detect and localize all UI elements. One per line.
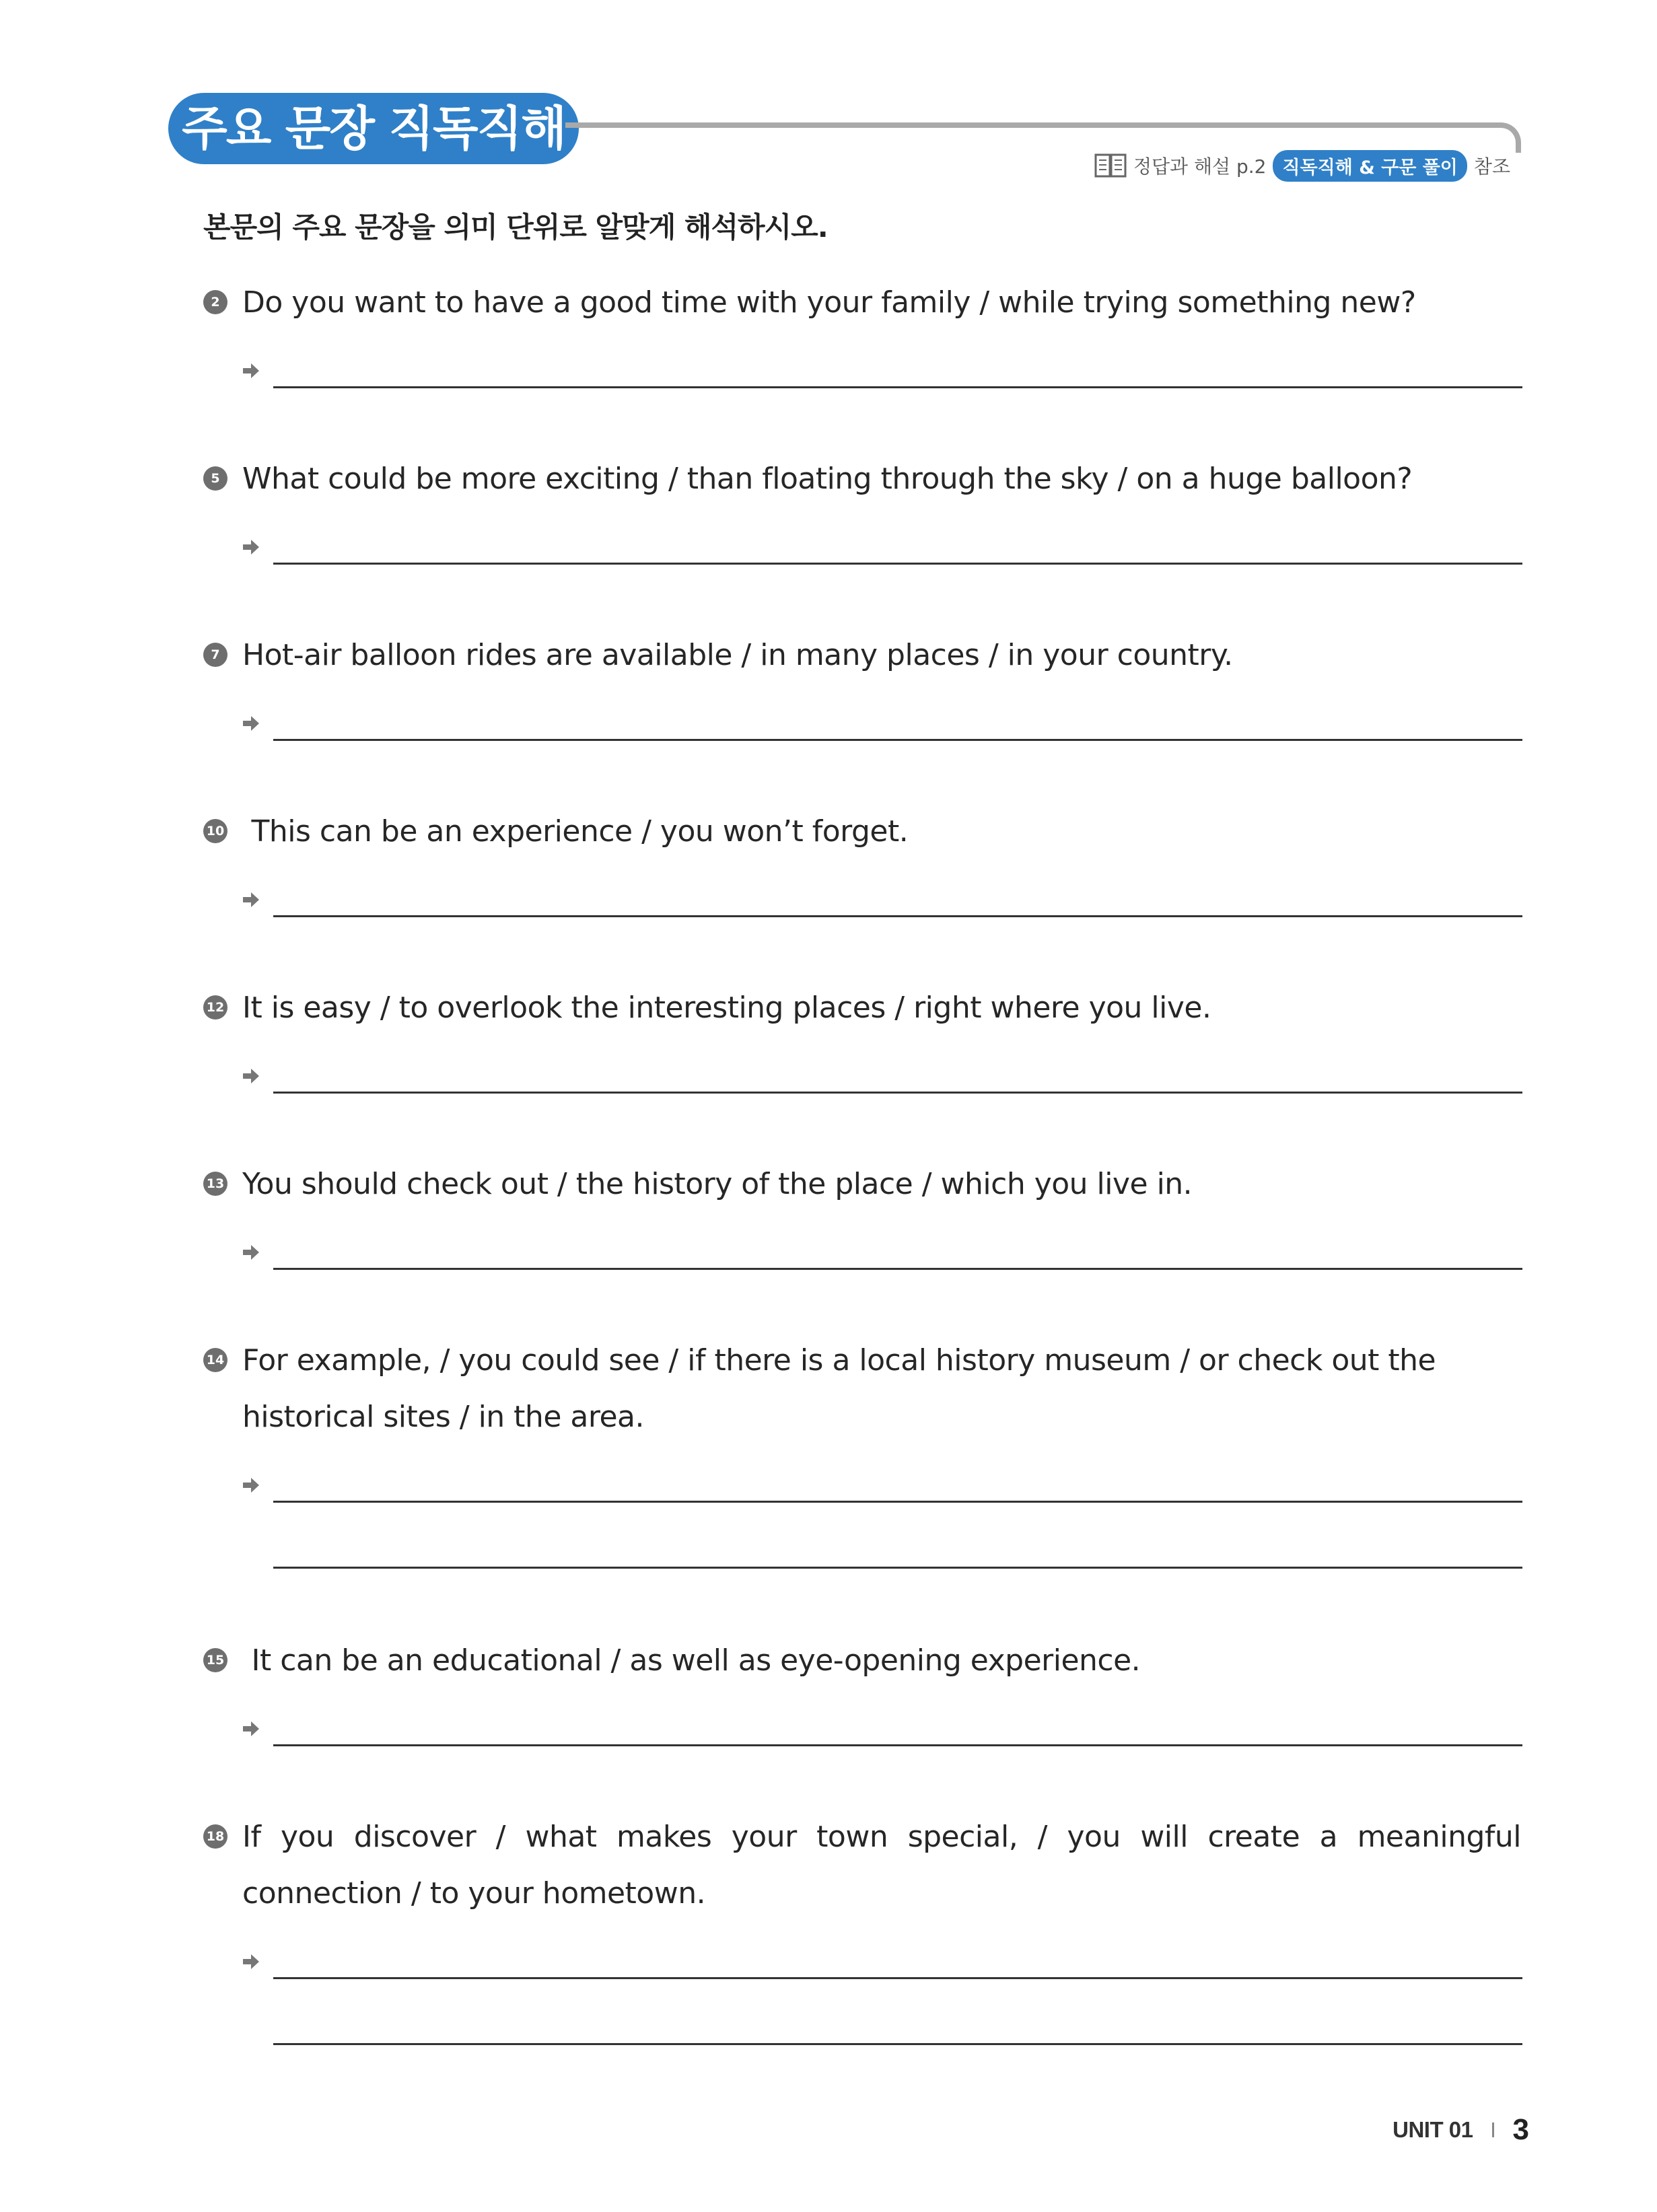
sentence-number-badge: 7 [203, 643, 227, 667]
arrow-right-icon [241, 1475, 261, 1495]
footer-divider [1492, 2122, 1494, 2137]
arrow-right-icon [241, 361, 261, 381]
exercise-item [203, 281, 1522, 396]
arrow-right-icon [241, 537, 261, 557]
sentence-number-badge: 10 [203, 819, 227, 843]
exercise-item [203, 987, 1522, 1101]
answer-page-ref: 정답과 해설 p.2 [1133, 155, 1267, 178]
book-icon [1094, 153, 1127, 178]
answer-reference [1094, 148, 1510, 183]
page-footer [1392, 2113, 1529, 2147]
sentence-text: This can be an experience / you won’t forget. [242, 814, 909, 849]
answer-line[interactable] [273, 563, 1522, 565]
arrow-right-icon [241, 1952, 261, 1972]
arrow-right-icon [241, 1066, 261, 1086]
sentence-text: It is easy / to overlook the interesting places / right where you live. [242, 991, 1211, 1025]
sentence-text: Do you want to have a good time with your family / while trying something new? [242, 285, 1416, 320]
answer-line[interactable] [273, 1977, 1522, 1979]
exercise-item [203, 1339, 1522, 1575]
answer-line[interactable] [273, 1744, 1522, 1746]
exercise-item [203, 1639, 1522, 1754]
sentence-number-badge: 12 [203, 995, 227, 1020]
sentence-text: Hot-air balloon rides are available / in many places / in your country. [242, 638, 1233, 672]
sentence-text: What could be more exciting / than floating through the sky / on a huge balloon? [242, 462, 1413, 496]
answer-line[interactable] [273, 1092, 1522, 1094]
answer-line[interactable] [273, 386, 1522, 388]
arrow-right-icon [241, 1719, 261, 1739]
sentence-number-badge: 2 [203, 290, 227, 314]
answer-line[interactable] [273, 739, 1522, 741]
answer-line[interactable] [273, 2043, 1522, 2045]
exercise-item [203, 810, 1522, 925]
sentence-text: If you discover / what makes your town special, / you will create a meaningful connection / to your hometown. [242, 1820, 1521, 1911]
answer-line[interactable] [273, 1567, 1522, 1569]
ref-suffix: 참조 [1473, 155, 1510, 178]
sentence-number-badge: 13 [203, 1172, 227, 1196]
answer-line[interactable] [273, 915, 1522, 917]
ref-tag: 직독직해 & 구문 풀이 [1273, 150, 1467, 182]
sentence-number-badge: 15 [203, 1648, 227, 1672]
answer-line[interactable] [273, 1268, 1522, 1270]
unit-label: UNIT 01 [1392, 2117, 1473, 2142]
instruction: 본문의 주요 문장을 의미 단위로 알맞게 해석하시오. [203, 211, 828, 244]
arrow-right-icon [241, 1242, 261, 1262]
sentence-number-badge: 5 [203, 466, 227, 491]
sentence-text: You should check out / the history of the place / which you live in. [242, 1167, 1193, 1201]
arrow-right-icon [241, 713, 261, 734]
answer-line[interactable] [273, 1501, 1522, 1503]
sentence-text: It can be an educational / as well as eye-opening experience. [242, 1643, 1141, 1678]
exercise-item [203, 458, 1522, 572]
section-title: 주요 문장 직독직해 [168, 93, 579, 164]
arrow-right-icon [241, 890, 261, 910]
sentence-text: For example, / you could see / if there is a local history museum / or check out the historical sites / in the area. [242, 1343, 1436, 1434]
exercise-item [203, 1163, 1522, 1277]
sentence-number-badge: 14 [203, 1348, 227, 1372]
page-number: 3 [1512, 2113, 1529, 2146]
exercise-item [203, 634, 1522, 748]
sentence-number-badge: 18 [203, 1824, 227, 1849]
exercise-item [203, 1816, 1522, 2051]
